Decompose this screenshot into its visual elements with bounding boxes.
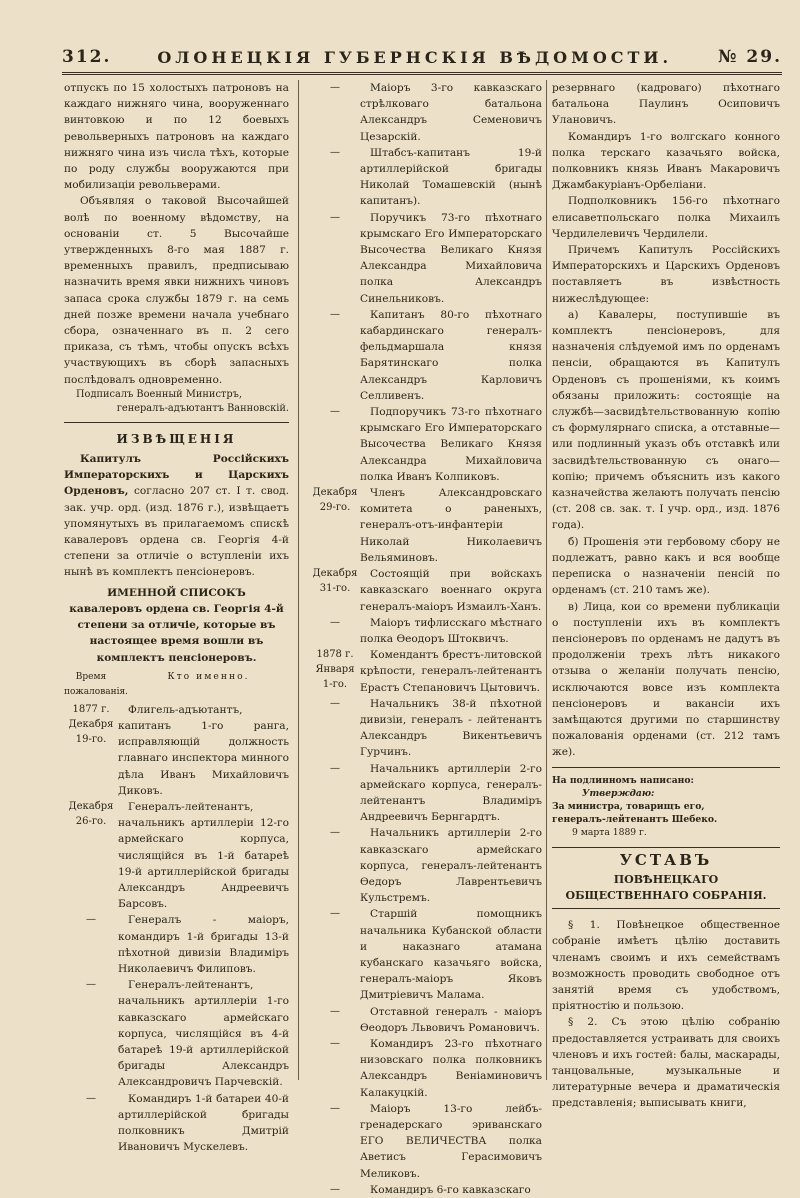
entry-text: Генералъ-лейтенантъ, начальникъ артиллеріи 1-го кавказскаго армейскаго корпуса, числящійся въ 4-й батареѣ 19-й артиллерійской бригады Александръ Александровичъ Парчевскій. [118,979,289,1089]
entry-date: — [330,616,340,628]
order-continuation: отпускъ по 15 холостыхъ патроновъ на каждаго нижняго чина, вооруженнаго винтовкою и по 12 боевыхъ револьверныхъ патроновъ на каждаго нижняго чина изъ числа тѣхъ, которые по роду службы вооружаются при мобилизаціи револьверами. [64,82,289,192]
page-header [62,42,782,72]
list-item [310,1004,542,1036]
entry-text: Командиръ 6-го кавказскаго [370,1183,531,1196]
entry-date: — [330,82,340,93]
entry-date: — [330,827,340,839]
entry-date: — [330,697,340,709]
entry-date: Декабря 31-го. [312,568,358,595]
clause-b: б) Прошенія эти гербовому сбору не подлежатъ, равно какъ и вся вообще переписка о назначеніи пенсій по орденамъ (ст. 210 тамъ же). [552,535,780,597]
entry-text: Начальникъ артиллеріи 2-го кавказскаго армейскаго корпуса, генералъ-лейтенантъ Ѳедоръ Лаврентьевичъ Кульстремъ. [360,827,542,905]
list-item [310,1036,542,1101]
issue-number: № 29. [718,47,782,67]
charter-title: УСТАВЪ [552,847,780,868]
divider [64,422,289,423]
entry-date: — [86,914,96,926]
list-item [310,210,542,307]
clause-a: а) Кавалеры, поступившіе въ комплектъ пенсіонеровъ, для назначенія слѣдуемой имъ по орденамъ пенсіи, обращаются въ Капитулъ Орденовъ съ прошеніями, къ коимъ обязаны приложить: состоящіе на службѣ—засвидѣтельствованную копію съ формулярнаго списка, а отставные—или подлинный указъ объ отставкѣ или засвидѣтельствованную съ онаго—копію; причемъ объяснить изъ какого казначейства желаютъ получать пенсію (ст. 208 св. зак. т. I учр. орд., изд. 1876 года). [552,308,780,532]
entry-text: Отставной генералъ - маіоръ Ѳеодоръ Львовичъ Романовичъ. [360,1005,542,1034]
list-item [310,145,542,210]
list-entry: Подполковникъ 156-го пѣхотнаго елисаветпольскаго полка Михаилъ Чердилелевичъ Чердилели. [552,195,780,240]
entry-text: Старшій помощникъ начальника Кубанской области и наказнаго атамана кубанскаго казачьяго войска, генералъ-маіоръ Яковъ Дмитріевичъ Малама. [360,908,542,1002]
list-item [310,825,542,906]
list-title: ИМЕННОЙ СПИСОКЪ [107,586,246,599]
header-rule [62,72,782,75]
list-item [310,1182,542,1198]
entry-text: Командиръ 1-й батареи 40-й артиллерійской бригады полковникъ Дмитрій Ивановичъ Мускелевъ. [118,1092,289,1154]
list-column-headers [64,670,289,700]
page-number: 312. [62,47,112,67]
list-item [310,647,542,696]
list-item [310,615,542,647]
list-item [310,696,542,761]
approval-word: Утверждаю: [582,787,655,799]
entry-date: 1877 г. Декабря 19-го. [68,703,114,745]
list-item [310,404,542,485]
charter-section-1: § 1. Повѣнецкое общественное собраніе имѣетъ цѣлію доставить членамъ своимъ и ихъ семействамъ возможность проводить свободное отъ занятій время съ удобствомъ, пріятностію и пользою. [552,919,780,1013]
entry-date: Декабря 26-го. [68,800,114,827]
entry-text: Генералъ-лейтенантъ, начальникъ артиллеріи 12-го армейскаго корпуса, числящійся въ 1-й батареѣ 19-й артиллерійской бригады Александръ Андреевичъ Барсовъ. [118,800,289,911]
list-item [310,566,542,615]
entry-date: — [330,1005,340,1017]
list-item [64,912,289,977]
list-item [310,80,542,145]
entry-date: — [330,1037,340,1049]
charter-section-2: § 2. Съ этою цѣлію собранію предоставляется устраивать для своихъ членовъ и ихъ гостей: балы, маскарады, танцовальные, музыкальные и литературные вечера и драматическія представленія; выписывать книги, [552,1016,780,1110]
approval-note: На подлинномъ написано: [552,774,694,786]
clause-c: в) Лица, кои со времени публикаціи о поступленіи ихъ въ комплектъ пенсіонеровъ по орденамъ не дадутъ въ продолженіи трехъ лѣтъ никакого отзыва о желаніи получать пенсію, исключаются вовсе изъ комплекта пенсіонеровъ и вакансіи ихъ замѣщаются другими по старшинству пожалованія орденами (ст. 212 тамъ же). [552,600,780,759]
list-continuation: резервнаго (кадроваго) пѣхотнаго батальона Паулинъ Осиповичъ Улановичъ. [552,82,780,127]
section-heading: ИЗВѢЩЕНІЯ [116,431,237,446]
header-date: Время пожалованія. [64,671,129,697]
entry-date: 1878 г. Января 1-го. [315,649,355,691]
entry-date: — [330,211,340,223]
entry-text: Состоящій при войскахъ кавказскаго военнаго округа генералъ-маіоръ Измаилъ-Ханъ. [360,568,542,613]
signature-line-2: генералъ-адъютантъ Ванновскій. [116,402,289,414]
entry-text: Маіоръ 13-го лейбъ-гренадерскаго эриванскаго ЕГО ВЕЛИЧЕСТВА полка Аветисъ Герасимовичъ Меликовъ. [360,1102,542,1180]
column-divider-2 [546,80,547,1080]
entry-text: Комендантъ брестъ-литовской крѣпости, генералъ-лейтенантъ Ерастъ Степановичъ Цытовичъ. [360,649,542,694]
list-subtitle: кавалеровъ ордена св. Георгія 4-й степени за отличіе, которые въ настоящее время вошли въ комплектъ пенсіонеровъ. [69,602,284,664]
entry-date: Декабря 29-го. [312,487,358,514]
notice-intro: Причемъ Капитулъ Россійскихъ Императорскихъ и Царскихъ Орденовъ поставляетъ въ извѣстность нижеслѣдующее: [552,244,780,305]
entry-date: — [330,308,340,320]
entry-text: Командиръ 23-го пѣхотнаго низовскаго полка полковникъ Александръ Веніаминовичъ Калакуцкій. [360,1037,542,1099]
entry-date: — [330,1183,340,1195]
order-paragraph: Объявляя о таковой Высочайшей волѣ по военному вѣдомству, на основаніи ст. 5 Высочайше утвержденныхъ 8-го мая 1887 г. временныхъ правилъ, предписываю назначить время явки нижнихъ чиновъ запаса срока службы 1879 г. на семь дней позже времени начала учебнаго сбора, означеннаго въ п. 2 сего приказа, съ тѣмъ, чтобы опускъ всѣхъ участвующихъ въ сборѣ запасныхъ послѣдовалъ одновременно. [64,195,289,386]
charter-subtitle: ПОВѢНЕЦКАГО ОБЩЕСТВЕННАГО СОБРАНІЯ. [552,872,780,909]
list-item [310,761,542,826]
signature-line-1: Подписалъ Военный Министръ, [76,388,242,400]
entry-text: Флигель-адъютантъ, капитанъ 1-го ранга, исправляющій должность главнаго инспектора минного дѣла Иванъ Михайловичъ Диковъ. [118,703,289,797]
entry-date: — [330,908,340,920]
column-3 [552,80,780,1112]
entry-text: Маіоръ 3-го кавказскаго стрѣлковаго батальона Александръ Семеновичъ Цезарскій. [360,82,542,143]
column-1 [64,80,289,1155]
entry-date: — [330,146,340,158]
entry-date: — [86,1092,96,1104]
list-item [310,1101,542,1182]
entry-date: — [86,979,96,991]
entry-date: — [330,406,340,418]
entry-text: Капитанъ 80-го пѣхотнаго кабардинскаго генералъ-фельдмаршала князя Барятинскаго полка Александръ Карловичъ Селливенъ. [360,308,542,402]
entry-text: Маіоръ тифлисскаго мѣстнаго полка Ѳеодоръ Штоквичъ. [360,616,542,645]
column-2 [310,80,542,1198]
header-who: Кто именно. [167,670,250,682]
entry-text: Членъ Александровскаго комитета о раненыхъ, генералъ-отъ-инфантеріи Николай Николаевичъ Вельяминовъ. [360,487,542,564]
entry-text: Начальникъ артиллеріи 2-го армейскаго корпуса, генералъ-лейтенантъ Владиміръ Андреевичъ Бернгардтъ. [360,762,542,824]
approval-signer: генералъ-лейтенантъ Шебеко. [552,813,718,825]
approval-date: 9 марта 1889 г. [572,826,647,838]
list-item [310,906,542,1003]
entry-text: Генералъ - маіоръ, командиръ 1-й бригады 13-й пѣхотной дивизіи Владиміръ Николаевичъ Филиповъ. [118,914,289,975]
entry-text: Подпоручикъ 73-го пѣхотнаго крымскаго Его Императорскаго Высочества Великаго Князя Александра Михайловича полка Иванъ Колпиковъ. [360,406,542,483]
notice-text: согласно 207 ст. I т. свод. зак. учр. орд. (изд. 1876 г.), извѣщаетъ упомянутыхъ въ прилагаемомъ спискѣ кавалеровъ ордена св. Георгія 4-й степени за отличіе о вступленіи ихъ нынѣ въ комплектъ пенсіонеровъ. [64,485,290,579]
notice-paragraph [64,451,289,581]
list-item [64,977,289,1090]
list-item [64,1091,289,1156]
entry-text: Поручикъ 73-го пѣхотнаго крымскаго Его Императорскаго Высочества Великаго Князя Александра Михайловича полка Александръ Синельниковъ. [360,211,542,305]
list-item [310,485,542,566]
list-item [64,799,289,912]
entry-date: — [330,1102,340,1114]
newspaper-title: ОЛОНЕЦКІЯ ГУБЕРНСКІЯ ВѢДОМОСТИ. [157,47,673,67]
list-entry: Командиръ 1-го волгскаго конного полка терскаго казачьяго войска, полковникъ князь Иванъ Макаровичъ Джамбакуріанъ-Орбеліани. [552,130,780,192]
entry-text: Начальникъ 38-й пѣхотной дивизіи, генералъ - лейтенантъ Александръ Викентьевичъ Гурчинъ. [360,697,542,759]
list-item [64,702,289,799]
list-item [310,307,542,404]
divider [552,767,780,768]
approval-signer-title: За министра, товарищъ его, [552,800,705,812]
entry-date: — [330,762,340,774]
notice-bold: Капитулъ Россійскихъ Императорскихъ и Царскихъ Орденовъ, [64,453,289,498]
column-divider-1 [298,80,299,1080]
entry-text: Штабсъ-капитанъ 19-й артиллерійской бригады Николай Томашевскій (нынѣ капитанъ). [360,146,542,208]
